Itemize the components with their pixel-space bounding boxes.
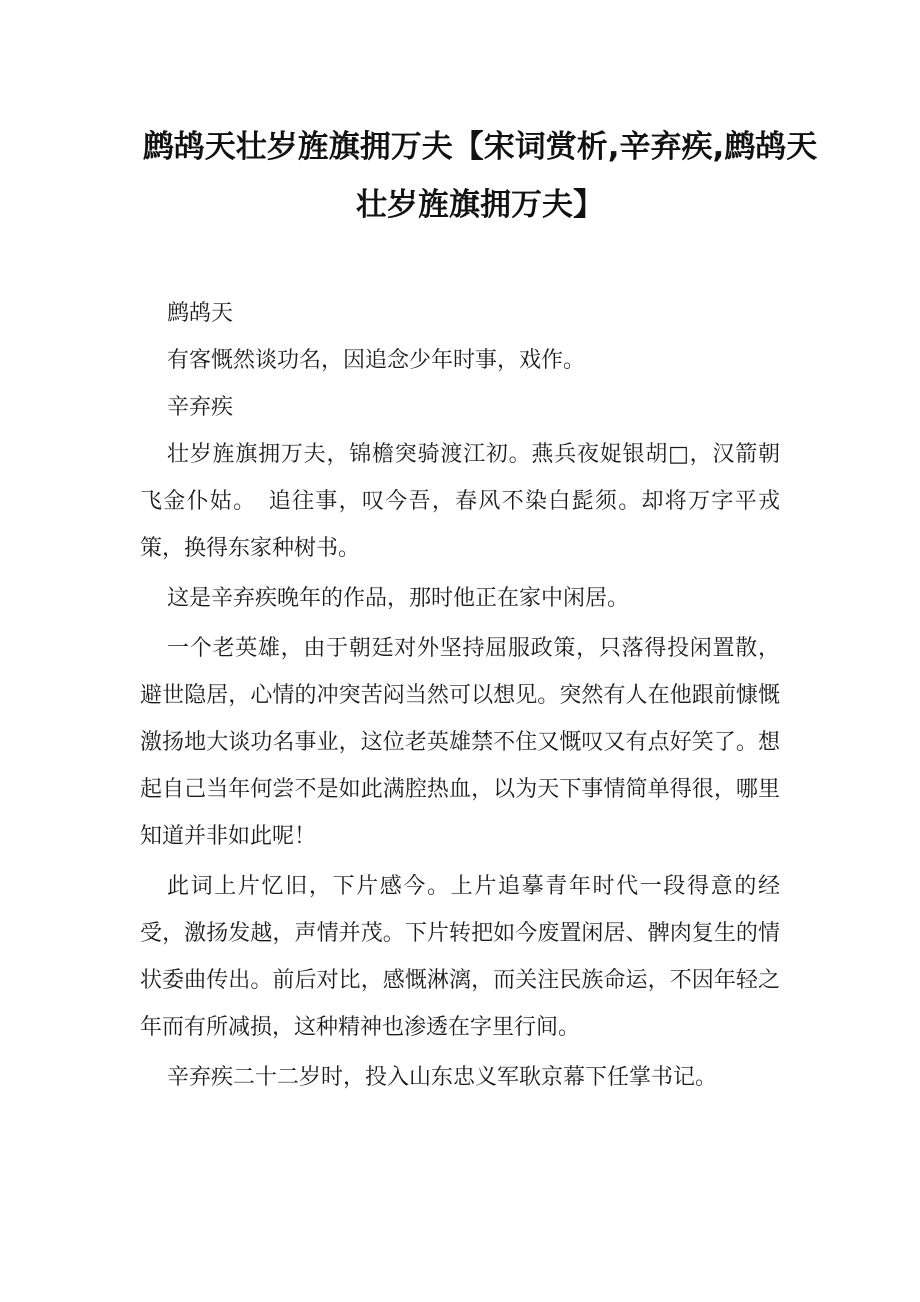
document-body <box>140 290 780 1101</box>
poem-author: 辛弃疾 <box>167 395 234 420</box>
poem-title: 鹧鸪天 <box>167 301 234 326</box>
analysis-paragraph-1: 这是辛弃疾晚年的作品，那时他正在家中闲居。 <box>167 586 630 611</box>
analysis-paragraph-3: 此词上片忆旧，下片感今。上片追摹青年时代一段得意的经受，激扬发越，声情并茂。下片转把如今废置闲居、髀肉复生的情状委曲传出。前后对比，感慨淋漓，而关注民族命运，不因年轻之年而有所减损，这种精神也渗透在字里行间。 <box>140 874 780 1040</box>
poem-preface: 有客慨然谈功名，因追念少年时事，戏作。 <box>167 348 586 373</box>
document-title: 鹧鸪天壮岁旌旗拥万夫【宋词赏析,辛弃疾,鹧鸪天壮岁旌旗拥万夫】 <box>142 129 818 223</box>
analysis-paragraph-4: 辛弃疾二十二岁时，投入山东忠义军耿京幕下任掌书记。 <box>167 1065 718 1090</box>
analysis-paragraph-2: 一个老英雄，由于朝廷对外坚持屈服政策，只落得投闲置散，避世隐居，心情的冲突苦闷当然可以想见。突然有人在他跟前慷慨激扬地大谈功名事业，这位老英雄禁不住又慨叹又有点好笑了。想起自己当年何尝不是如此满腔热血，以为天下事情简单得很，哪里知道并非如此呢！ <box>140 636 780 849</box>
poem-text: 壮岁旌旗拥万夫，锦檐突骑渡江初。燕兵夜娖银胡□，汉箭朝飞金仆姑。 追往事，叹今吾，春风不染白髭须。却将万字平戎策，换得东家种树书。 <box>140 442 780 561</box>
